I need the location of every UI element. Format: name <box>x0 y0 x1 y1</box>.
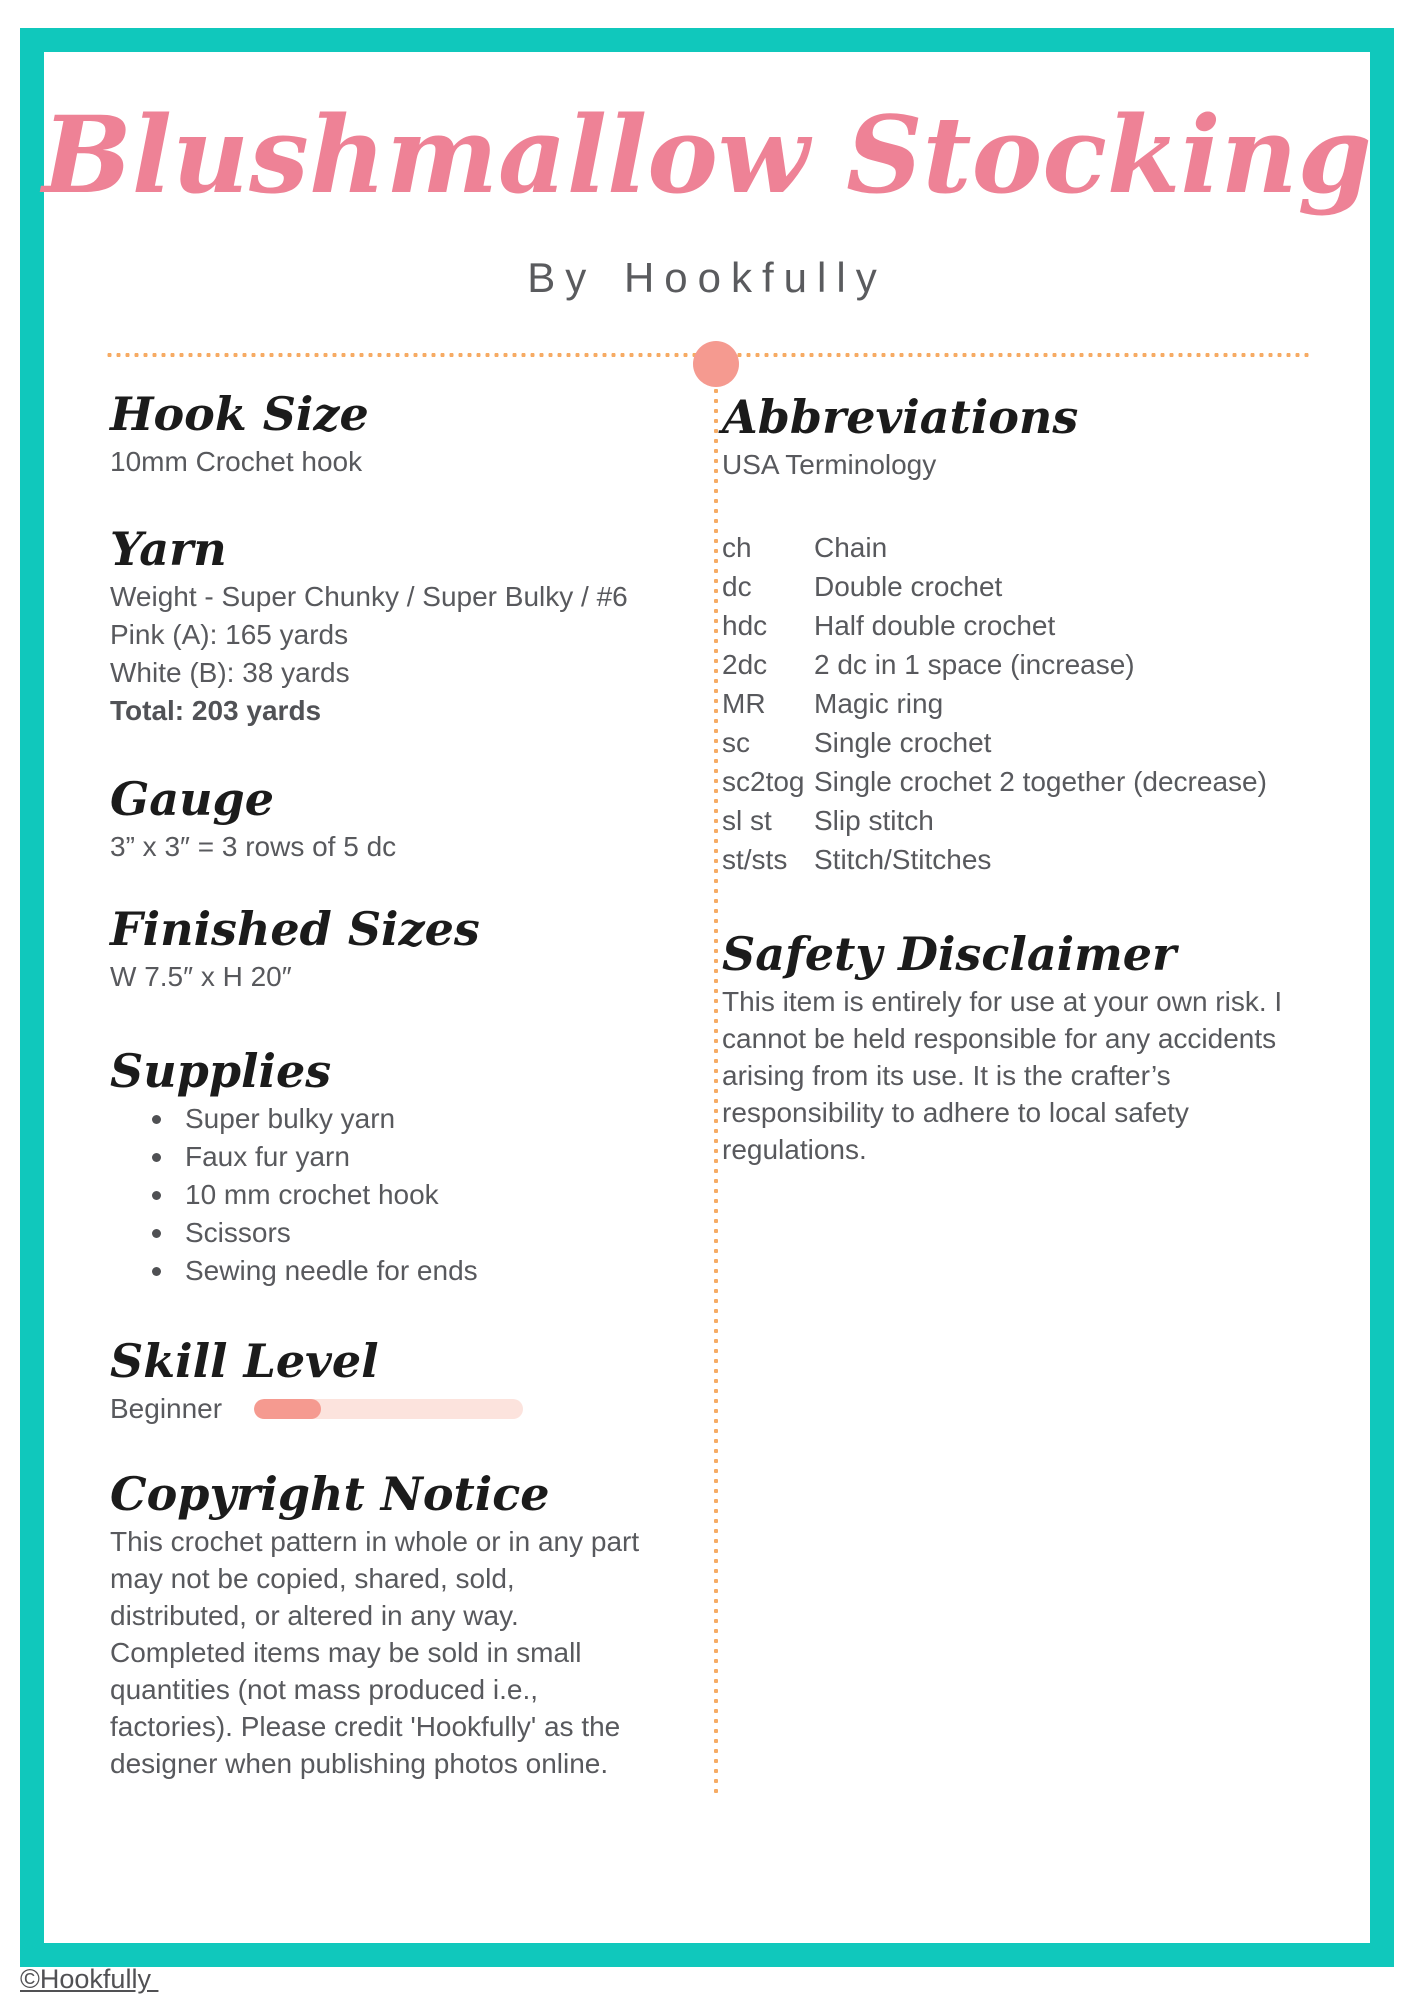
abbreviation-row <box>722 762 1322 801</box>
skill-level-label: Beginner <box>110 1393 223 1424</box>
copyright-text: This crochet pattern in whole or in any part may not be copied, shared, sold, distributed, or altered in any way. Completed items may be sold in small quantities (not mass produced i.e., factories). Please credit 'Hookfully' as the designer when publishing photos online. <box>110 1526 640 1779</box>
supplies-list <box>110 1100 650 1290</box>
copyright-heading: Copyright Notice <box>110 1467 550 1521</box>
finished-sizes-text: W 7.5″ x H 20″ <box>110 961 292 992</box>
supplies-item: 10 mm crochet hook <box>110 1176 650 1214</box>
yarn-total: Total: 203 yards <box>110 695 322 726</box>
supplies-item: Sewing needle for ends <box>110 1252 650 1290</box>
abbreviation-meaning: Single crochet <box>814 727 992 758</box>
abbreviation-meaning: Slip stitch <box>814 805 934 836</box>
page-title: Blushmallow Stocking <box>42 92 1372 217</box>
yarn-lines <box>110 578 650 692</box>
abbreviation-meaning: Double crochet <box>814 571 1003 602</box>
abbreviation-row <box>722 840 1322 879</box>
abbreviation-meaning: 2 dc in 1 space (increase) <box>814 649 1135 680</box>
supplies-heading: Supplies <box>110 1044 332 1098</box>
abbreviation-code: sc <box>722 727 750 758</box>
byline: By Hookfully <box>527 254 887 301</box>
safety-disclaimer-heading: Safety Disclaimer <box>722 927 1177 981</box>
abbreviation-meaning: Chain <box>814 532 888 563</box>
yarn-line: White (B): 38 yards <box>110 657 350 688</box>
yarn-heading: Yarn <box>110 522 227 576</box>
divider-circle <box>693 341 739 387</box>
abbreviation-meaning: Half double crochet <box>814 610 1056 641</box>
left-column <box>110 385 650 1782</box>
abbreviation-meaning: Magic ring <box>814 688 944 719</box>
abbreviation-code: sc2tog <box>722 766 805 797</box>
gauge-heading: Gauge <box>110 772 274 826</box>
abbreviations-subheading: USA Terminology <box>722 449 937 480</box>
abbreviation-row <box>722 723 1322 762</box>
abbreviation-code: MR <box>722 688 766 719</box>
abbreviations-table <box>722 528 1322 879</box>
abbreviation-code: dc <box>722 571 752 602</box>
right-column <box>722 385 1322 1168</box>
abbreviation-meaning: Single crochet 2 together (decrease) <box>814 766 1267 797</box>
divider-vertical-dotted <box>713 386 719 1793</box>
supplies-item: Faux fur yarn <box>110 1138 650 1176</box>
yarn-line: Weight - Super Chunky / Super Bulky / #6 <box>110 581 628 612</box>
skill-progress-fill <box>254 1399 321 1419</box>
abbreviation-code: st/sts <box>722 844 788 875</box>
header <box>0 80 1414 306</box>
skill-level-heading: Skill Level <box>110 1334 379 1388</box>
abbreviation-row <box>722 606 1322 645</box>
abbreviation-code: 2dc <box>722 649 768 680</box>
abbreviations-heading: Abbreviations <box>722 390 1079 444</box>
abbreviation-row <box>722 567 1322 606</box>
abbreviation-code: sl st <box>722 805 772 836</box>
hook-size-text: 10mm Crochet hook <box>110 446 363 477</box>
abbreviation-code: ch <box>722 532 752 563</box>
abbreviation-row <box>722 684 1322 723</box>
abbreviation-row <box>722 528 1322 567</box>
abbreviation-code: hdc <box>722 610 768 641</box>
supplies-item: Super bulky yarn <box>110 1100 650 1138</box>
yarn-line: Pink (A): 165 yards <box>110 619 349 650</box>
supplies-item: Scissors <box>110 1214 650 1252</box>
abbreviation-row <box>722 801 1322 840</box>
skill-level-bar <box>254 1399 523 1419</box>
abbreviation-meaning: Stitch/Stitches <box>814 844 992 875</box>
footer-credit-link[interactable]: ©Hookfully <box>20 1964 159 1994</box>
gauge-text: 3” x 3″ = 3 rows of 5 dc <box>110 831 397 862</box>
abbreviation-row <box>722 645 1322 684</box>
skill-level-row <box>110 1390 650 1428</box>
finished-sizes-heading: Finished Sizes <box>110 902 480 956</box>
hook-size-heading: Hook Size <box>110 387 369 441</box>
safety-disclaimer-text: This item is entirely for use at your own risk. I cannot be held responsible for any accidents arising from its use. It is the crafter’s responsibility to adhere to local safety regulations. <box>722 986 1283 1165</box>
